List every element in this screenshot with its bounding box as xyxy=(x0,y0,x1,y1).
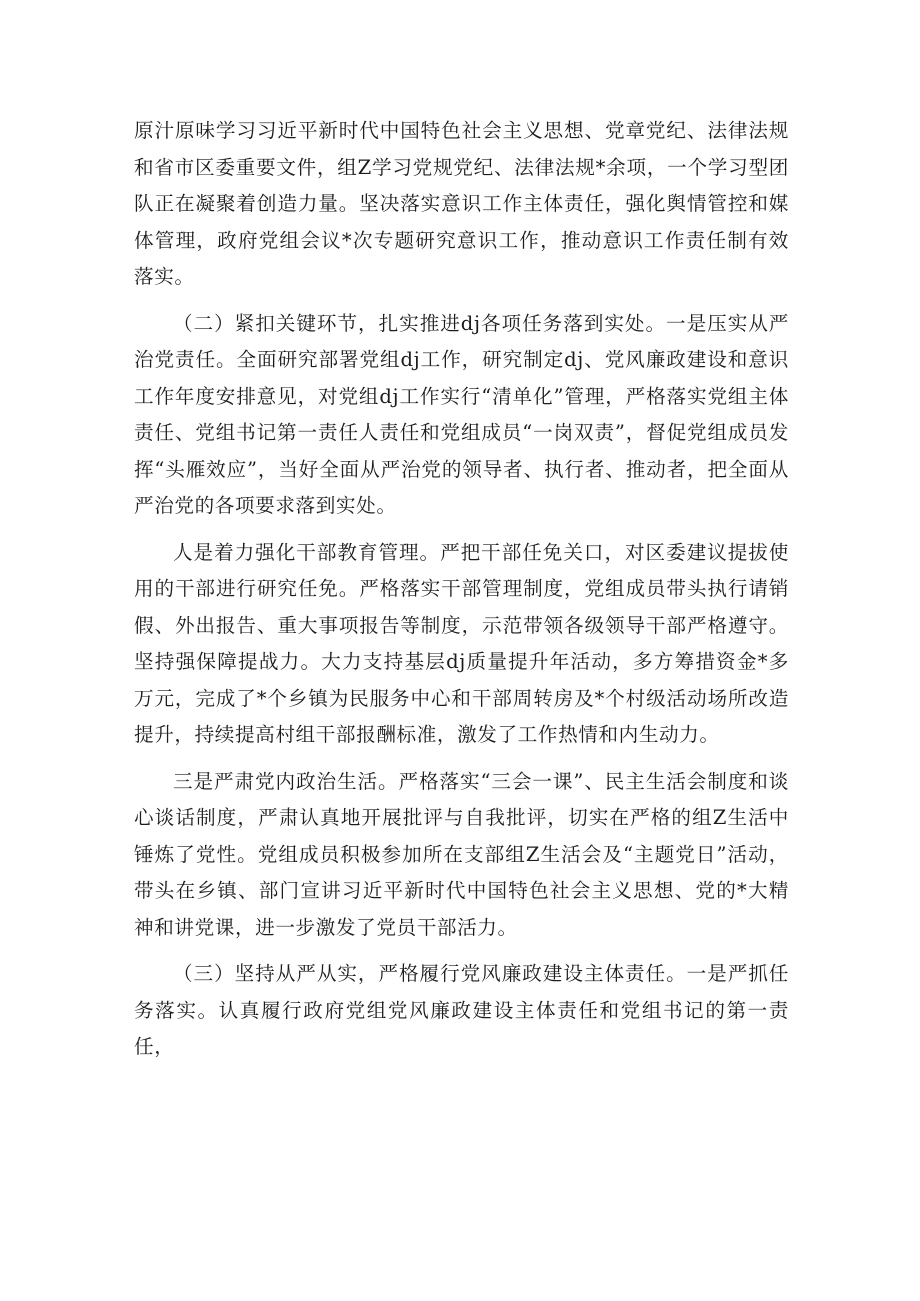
document-body xyxy=(134,113,789,1066)
paragraph-section-two: （二）紧扣关键环节，扎实推进dj各项任务落到实处。一是压实从严治党责任。全面研究部署党组dj工作，研究制定dj、党风廉政建设和意识工作年度安排意见，对党组dj工作实行“清单化”管理，严格落实党组主体责任、党组书记第一责任人责任和党组成员“一岗双责”，督促党组成员发挥“头雁效应”，当好全面从严治党的领导者、执行者、推动者，把全面从严治党的各项要求落到实处。 xyxy=(134,311,789,517)
paragraph-political-life: 三是严肃党内政治生活。严格落实“三会一课”、民主生活会制度和谈心谈话制度，严肃认真地开展批评与自我批评，切实在严格的组Z生活中锤炼了党性。党组成员积极参加所在支部组Z生活会及“主题党日”活动，带头在乡镇、部门宣讲习近平新时代中国特色社会主义思想、党的*大精神和讲党课，进一步激发了党员干部活力。 xyxy=(134,769,789,939)
paragraph-study-continuation: 原汁原味学习习近平新时代中国特色社会主义思想、党章党纪、法律法规和省市区委重要文件，组Z学习党规党纪、法律法规*余项，一个学习型团队正在凝聚着创造力量。坚决落实意识工作主体责任，强化舆情管控和媒体管理，政府党组会议*次专题研究意识工作，推动意识工作责任制有效落实。 xyxy=(134,119,789,288)
paragraph-cadre-management: 人是着力强化干部教育管理。严把干部任免关口，对区委建议提拔使用的干部进行研究任免。严格落实干部管理制度，党组成员带头执行请销假、外出报告、重大事项报告等制度，示范带领各级领导干部严格遵守。坚持强保障提战力。大力支持基层dj质量提升年活动，多方筹措资金*多万元，完成了*个乡镇为民服务中心和干部周转房及*个村级活动场所改造提升，持续提高村组干部报酬标准，激发了工作热情和内生动力。 xyxy=(134,540,789,746)
paragraph-section-three: （三）坚持从严从实，严格履行党风廉政建设主体责任。一是严抓任务落实。认真履行政府党组党风廉政建设主体责任和党组书记的第一责任， xyxy=(134,962,789,1058)
